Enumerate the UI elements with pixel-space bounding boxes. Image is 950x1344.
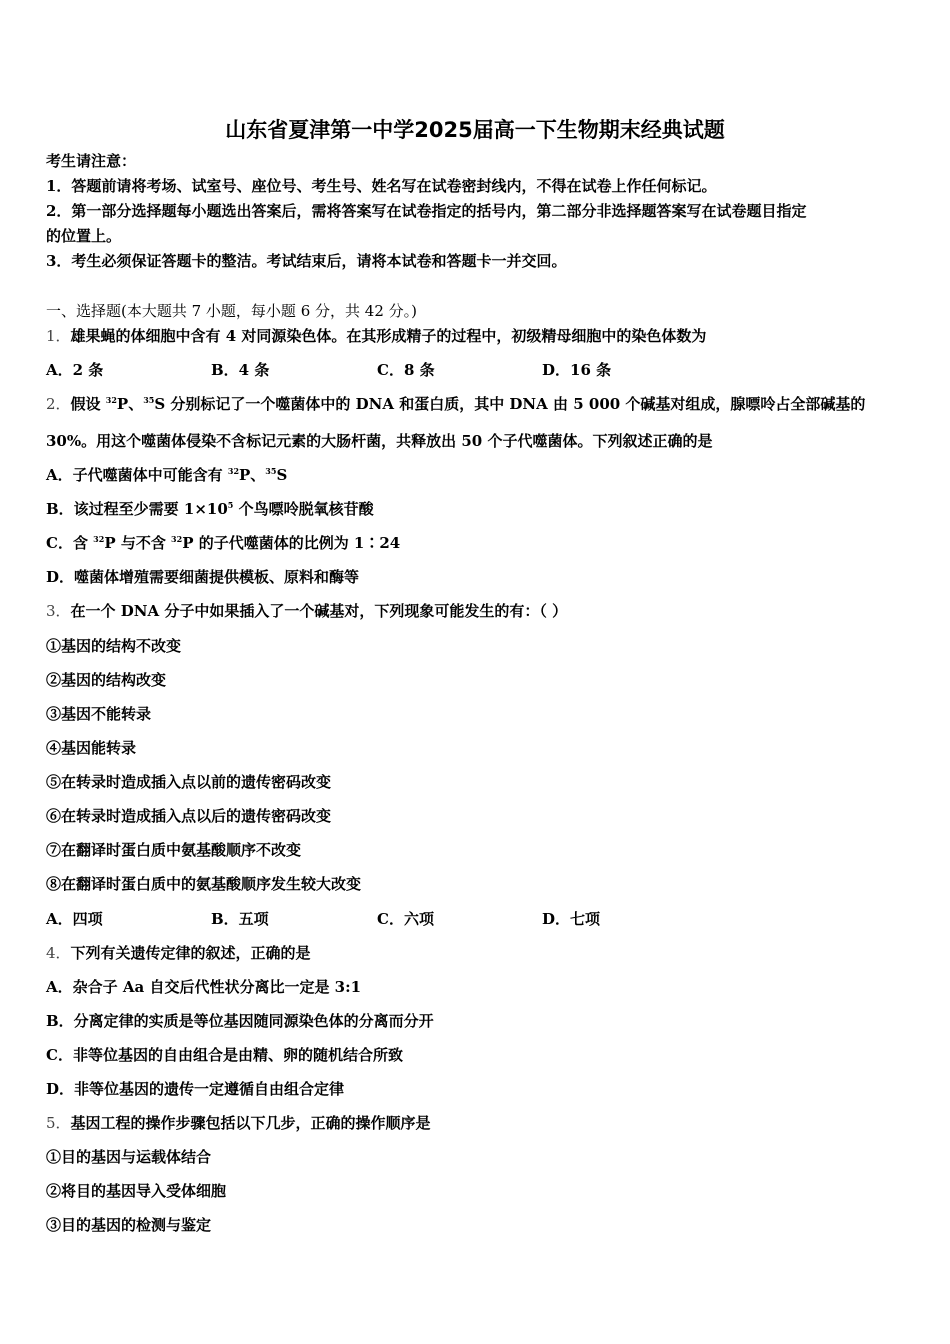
question-text: S 分别标记了一个噬菌体中的 DNA 和蛋白质，其中 DNA 由 5 000 个碱基对组成，腺嘌呤占全部碱基的 xyxy=(154,395,866,413)
option-b: B．五项 xyxy=(211,910,269,928)
superscript: 35 xyxy=(143,395,155,405)
option-text: P、 xyxy=(239,466,266,484)
question-text: 在一个 DNA 分子中如果插入了一个碱基对，下列现象可能发生的有：（ ） xyxy=(70,602,568,620)
statement-item: ③基因不能转录 xyxy=(46,705,152,723)
option-text: C．含 xyxy=(46,534,94,552)
superscript: 32 xyxy=(105,395,117,405)
option-d: D．噬菌体增殖需要细菌提供模板、原料和酶等 xyxy=(46,568,360,586)
notice-item-3: 3．考生必须保证答题卡的整洁。考试结束后，请将本试卷和答题卡一并交回。 xyxy=(46,252,567,270)
statement-item: ②基因的结构改变 xyxy=(46,671,167,689)
option-d: D．16 条 xyxy=(542,361,612,379)
option-b xyxy=(46,499,374,519)
option-a: A．杂合子 Aa 自交后代性状分离比一定是 3:1 xyxy=(46,978,362,996)
question-4 xyxy=(46,943,311,963)
option-c: C．六项 xyxy=(377,910,434,928)
question-number: 3． xyxy=(46,602,71,620)
section-heading: 一、选择题(本大题共 7 小题，每小题 6 分，共 42 分。) xyxy=(46,302,417,320)
superscript: 32 xyxy=(227,466,240,476)
option-c: C．8 条 xyxy=(377,361,435,379)
statement-item: ⑧在翻译时蛋白质中的氨基酸顺序发生较大改变 xyxy=(46,875,362,893)
option-b: B．分离定律的实质是等位基因随同源染色体的分离而分开 xyxy=(46,1012,434,1030)
option-b: B．4 条 xyxy=(211,361,270,379)
statement-item: ④基因能转录 xyxy=(46,739,137,757)
option-a: A．2 条 xyxy=(46,361,104,379)
question-5 xyxy=(46,1113,431,1133)
question-1 xyxy=(46,326,706,346)
option-c xyxy=(46,533,400,553)
question-text: 假设 xyxy=(70,395,106,413)
question-text: P、 xyxy=(116,395,144,413)
question-number: 5． xyxy=(46,1114,71,1132)
question-text: 基因工程的操作步骤包括以下几步，正确的操作顺序是 xyxy=(70,1114,431,1132)
question-3 xyxy=(46,601,567,621)
option-text: 个鸟嘌呤脱氧核苷酸 xyxy=(233,500,374,518)
question-text: 雄果蝇的体细胞中含有 4 对同源染色体。在其形成精子的过程中，初级精母细胞中的染色体数为 xyxy=(70,327,707,345)
question-number: 2． xyxy=(46,395,71,413)
option-text: P 与不含 xyxy=(104,534,172,552)
question-2-cont: 30%。用这个噬菌体侵染不含标记元素的大肠杆菌，共释放出 50 个子代噬菌体。下列叙述正确的是 xyxy=(46,432,713,450)
notice-item-2: 2．第一部分选择题每小题选出答案后，需将答案写在试卷指定的括号内，第二部分非选择题答案写在试卷题目指定 xyxy=(46,202,807,220)
option-text: B．该过程至少需要 1×10 xyxy=(46,500,228,518)
option-text: S xyxy=(276,466,288,484)
superscript: 35 xyxy=(265,466,277,476)
statement-item: ①基因的结构不改变 xyxy=(46,637,182,655)
question-text: 下列有关遗传定律的叙述，正确的是 xyxy=(70,944,311,962)
superscript: 32 xyxy=(171,534,183,544)
notice-item-2-cont: 的位置上。 xyxy=(46,227,122,245)
superscript: 32 xyxy=(93,534,105,544)
statement-item: ⑥在转录时造成插入点以后的遗传密码改变 xyxy=(46,807,332,825)
question-number: 4． xyxy=(46,944,71,962)
option-d: D．七项 xyxy=(542,910,601,928)
step-item: ①目的基因与运载体结合 xyxy=(46,1148,212,1166)
option-text: P 的子代噬菌体的比例为 1∶24 xyxy=(182,534,401,552)
option-text: A．子代噬菌体中可能含有 xyxy=(46,466,228,484)
notice-heading: 考生请注意： xyxy=(46,152,137,170)
superscript: 5 xyxy=(227,500,234,510)
statement-item: ⑦在翻译时蛋白质中氨基酸顺序不改变 xyxy=(46,841,302,859)
question-number: 1． xyxy=(46,327,71,345)
statement-item: ⑤在转录时造成插入点以前的遗传密码改变 xyxy=(46,773,332,791)
option-d: D．非等位基因的遗传一定遵循自由组合定律 xyxy=(46,1080,345,1098)
exam-title: 山东省夏津第一中学2025届高一下生物期末经典试题 xyxy=(225,118,725,142)
notice-item-1: 1．答题前请将考场、试室号、座位号、考生号、姓名写在试卷密封线内，不得在试卷上作任何标记。 xyxy=(46,177,717,195)
step-item: ②将目的基因导入受体细胞 xyxy=(46,1182,227,1200)
question-2 xyxy=(46,394,865,414)
step-item: ③目的基因的检测与鉴定 xyxy=(46,1216,212,1234)
option-c: C．非等位基因的自由组合是由精、卵的随机结合所致 xyxy=(46,1046,403,1064)
option-a xyxy=(46,465,287,485)
option-a: A．四项 xyxy=(46,910,103,928)
